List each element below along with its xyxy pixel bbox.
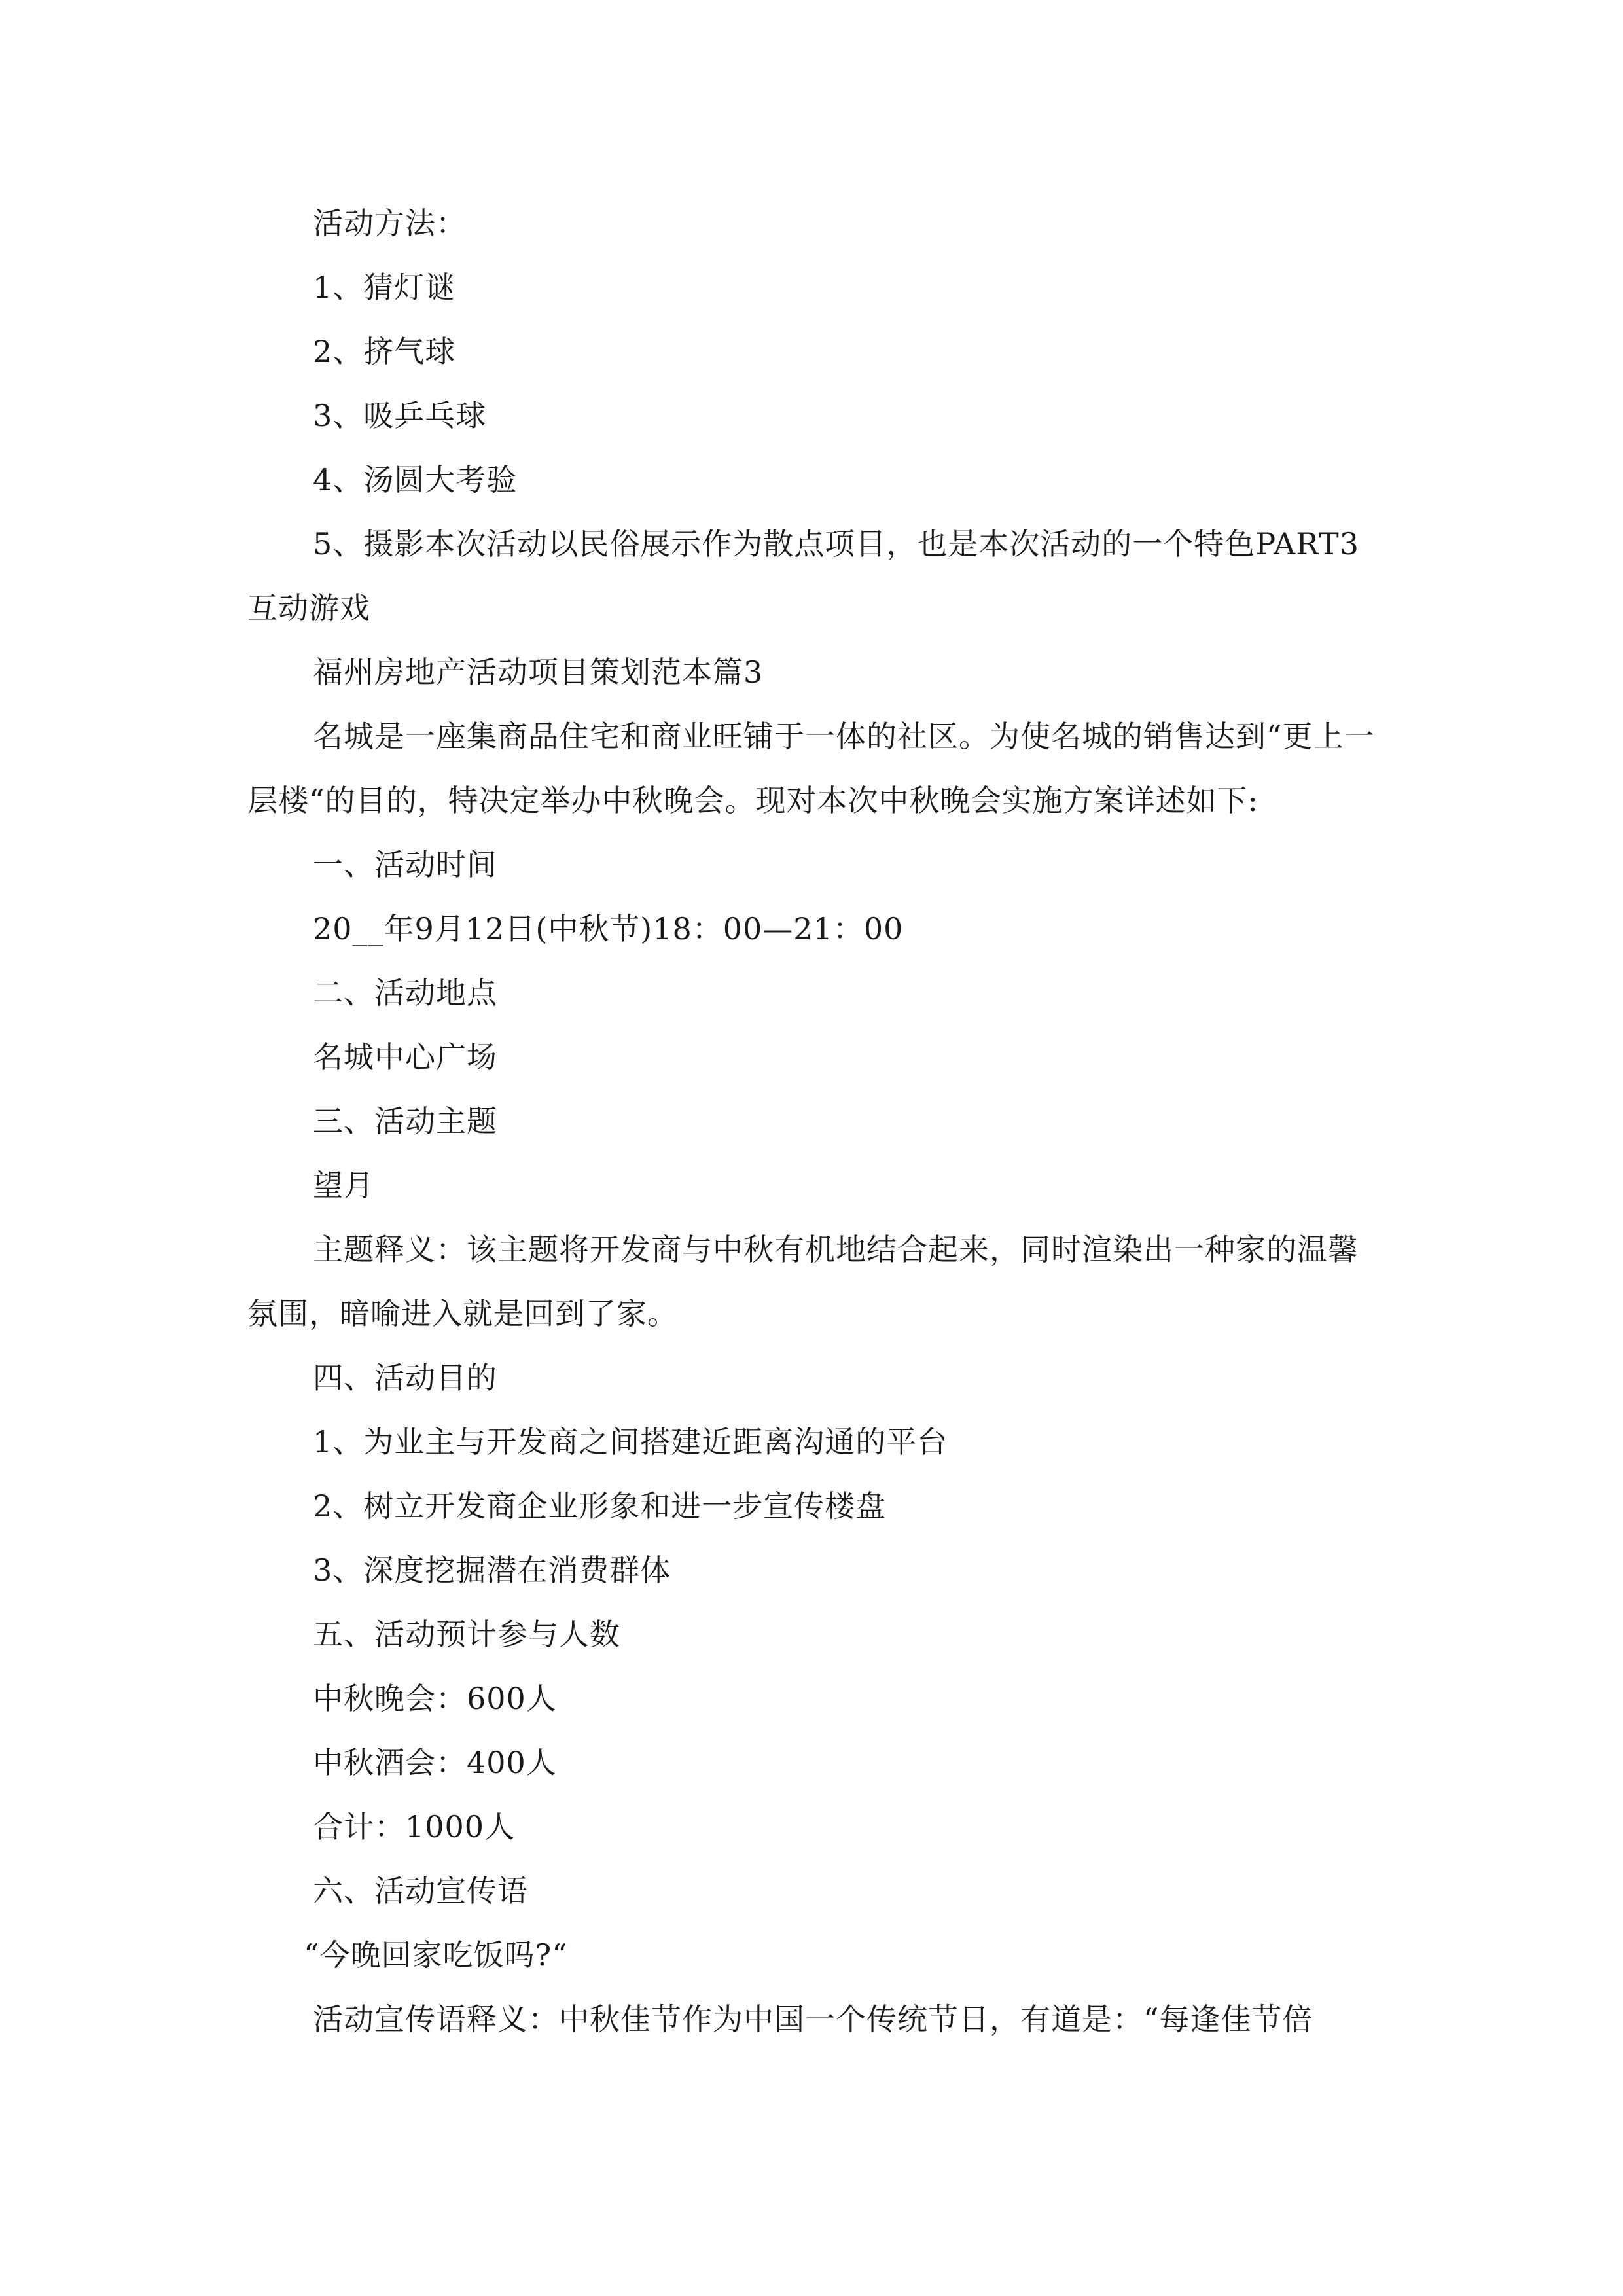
paragraph-item-2: 2、挤气球 <box>313 334 456 369</box>
heading-location: 二、活动地点 <box>313 975 497 1011</box>
paragraph-item-3: 3、吸乒乓球 <box>313 398 487 433</box>
paragraph-item-1: 1、猜灯谜 <box>313 270 456 305</box>
section-title: 福州房地产活动项目策划范本篇3 <box>313 655 764 690</box>
paragraph-participants-reception: 中秋酒会：400人 <box>313 1745 557 1780</box>
heading-time: 一、活动时间 <box>313 847 497 882</box>
heading-participants: 五、活动预计参与人数 <box>313 1617 620 1652</box>
paragraph-time: 20__年9月12日(中秋节)18：00—21：00 <box>313 911 904 946</box>
heading-slogan: 六、活动宣传语 <box>313 1873 528 1909</box>
paragraph-item-4: 4、汤圆大考验 <box>313 462 518 497</box>
paragraph-theme-explanation: 主题释义：该主题将开发商与中秋有机地结合起来，同时渲染出一种家的温馨氛围，暗喻进入就是回到了家。 <box>247 1232 1359 1331</box>
paragraph-purpose-2: 2、树立开发商企业形象和进一步宣传楼盘 <box>313 1488 887 1524</box>
paragraph-item-5: 5、摄影本次活动以民俗展示作为散点项目，也是本次活动的一个特色PART3互动游戏 <box>247 526 1359 626</box>
heading-theme: 三、活动主题 <box>313 1103 497 1139</box>
document-body <box>247 191 1381 2051</box>
paragraph-slogan: “今晚回家吃饭吗?“ <box>304 1937 568 1973</box>
heading-purpose: 四、活动目的 <box>313 1360 497 1395</box>
paragraph-participants-total: 合计：1000人 <box>313 1809 516 1844</box>
paragraph-purpose-1: 1、为业主与开发商之间搭建近距离沟通的平台 <box>313 1424 948 1460</box>
paragraph-slogan-explanation: 活动宣传语释义：中秋佳节作为中国一个传统节日，有道是：“每逢佳节倍 <box>313 2001 1313 2037</box>
paragraph-theme: 望月 <box>313 1168 374 1203</box>
paragraph-location: 名城中心广场 <box>313 1039 497 1075</box>
paragraph-methods-heading: 活动方法： <box>313 206 467 241</box>
paragraph-participants-gala: 中秋晚会：600人 <box>313 1681 557 1716</box>
paragraph-intro: 名城是一座集商品住宅和商业旺铺于一体的社区。为使名城的销售达到“更上一层楼“的目的，特决定举办中秋晚会。现对本次中秋晚会实施方案详述如下: <box>247 719 1375 818</box>
paragraph-purpose-3: 3、深度挖掘潜在消费群体 <box>313 1552 671 1588</box>
